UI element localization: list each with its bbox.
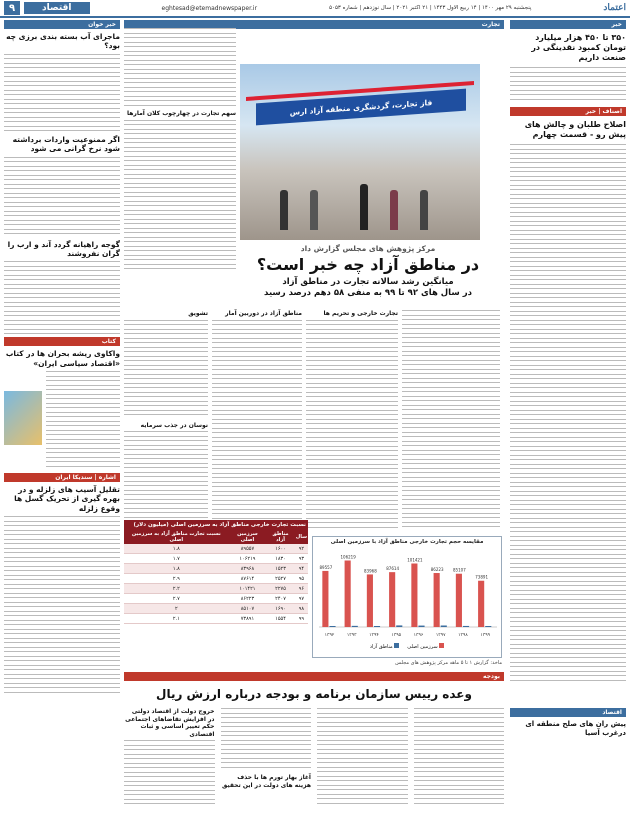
chart-bar: [463, 626, 469, 627]
section-head-4: نوسان در جذب سرمایه: [140, 421, 208, 429]
table-cell: ۸۵۱۰۷: [229, 604, 267, 614]
right-headline-1: ۳۵۰ تا ۴۵۰ هزار میلیارد تومان کمبود نقدینگی در صنعت داریم: [531, 33, 626, 62]
table-row: [124, 584, 308, 594]
right-headline-2: اصلاح طلبان و چالش های پیش رو - قسمت چهارم: [524, 120, 626, 139]
x-tick-label: ۱۳۹۴: [369, 633, 379, 638]
left-tag: خبر خوان: [4, 20, 120, 29]
main-photo: [240, 64, 480, 240]
table-cell: ۱۵۵۴: [266, 614, 295, 624]
legend-item-mainland: سرزمین اصلی: [407, 643, 444, 650]
chart-bar: [352, 626, 358, 627]
right-tag: خبر: [510, 20, 626, 29]
table-cell: ۹۶: [295, 584, 308, 594]
table-row: [124, 554, 308, 564]
left-headline-3: گوجه راهیانه گردد آند و ارب را گران نفروشند: [7, 239, 120, 258]
x-tick-label: ۱۳۹۳: [346, 633, 357, 638]
trade-table-box: [124, 520, 308, 624]
chart-source: ماخذ: گزارش ۱ تا ۵ ماهه مرکز پژوهش های مجلس: [395, 660, 502, 666]
bottom-title: وعده رییس سازمان برنامه و بودجه درباره ارزش ریال: [156, 687, 472, 701]
person-figure: [310, 190, 318, 230]
bottom-article: [124, 672, 504, 810]
table-cell: ۲۵۲۷: [266, 574, 295, 584]
person-figure: [420, 190, 428, 230]
table-cell: ۹۴: [295, 564, 308, 574]
table-cell: ۱.۸: [124, 544, 229, 554]
chart-bar: [441, 625, 447, 627]
chart-bar: [367, 574, 373, 627]
chart-bar: [456, 574, 462, 627]
chart-bar: [329, 626, 335, 627]
table-cell: ۱۰۱۴۲۱: [229, 584, 267, 594]
table-cell: ۱.۸: [124, 564, 229, 574]
section-label: اقتصاد: [24, 2, 90, 14]
dateline: پنجشنبه ۲۹ مهر ۱۴۰۰ | ۱۴ ربیع الاول ۱۴۴۳ | ۲۱ اکتبر ۲۰۲۱ | سال نوزدهم | شماره ۵۰۵۳: [329, 5, 532, 11]
table-cell: ۲۴۰۷: [266, 594, 295, 604]
table-cell: ۹۵: [295, 574, 308, 584]
chart-legend: [313, 643, 501, 650]
table-cell: ۸۷۶۱۴: [229, 574, 267, 584]
table-title: نسبت تجارت خارجی مناطق آزاد به سرزمین اصلی (میلیون دلار): [124, 520, 308, 530]
table-header: سرزمین اصلی: [229, 530, 267, 544]
section-head-2: مناطق آزاد در دوربین آمار: [225, 310, 302, 317]
book-section: [4, 371, 120, 471]
main-body-col-1: [402, 310, 500, 530]
right-headline-3: پیش ران های صلح منطقه ای درغرب آسیا: [525, 720, 626, 737]
masthead-bar: [0, 0, 630, 18]
chart-svg: [313, 547, 501, 639]
table-row: [124, 604, 308, 614]
right-tag-3: اقتصاد: [510, 708, 626, 717]
bottom-subhead-b: خروج دولت از اقتصاد دولتی در افزایش تقاضاهای اجتماعی حکم تغییر اساسی و ثبات اقتصادی: [125, 708, 215, 738]
chart-bar: [389, 572, 395, 627]
table-cell: ۲.۱: [124, 614, 229, 624]
table-cell: ۹۷: [295, 594, 308, 604]
table-cell: ۲: [124, 604, 229, 614]
x-tick-label: ۱۳۹۲: [324, 633, 335, 638]
trade-table: [124, 530, 308, 624]
left-column: [4, 20, 120, 696]
table-cell: ۲.۹: [124, 574, 229, 584]
table-header: نسبت تجارت مناطق آزاد به سرزمین اصلی: [124, 530, 229, 544]
chart-bar: [478, 581, 484, 627]
side-subhead-1: سهم تجارت در چهارچوب کلان آمارها: [126, 110, 236, 117]
trade-chart: [312, 536, 502, 658]
table-cell: ۷۳۸۹۱: [229, 614, 267, 624]
table-cell: ۸۹۵۵۷: [229, 544, 267, 554]
right-tag-2: اصناف | خبر: [510, 107, 626, 116]
left-headline-1: ماجرای آب بسته بندی برزی چه بود؟: [6, 32, 120, 51]
table-cell: ۱.۷: [124, 554, 229, 564]
chart-bar: [411, 564, 417, 627]
photo-side-text: [124, 28, 236, 270]
table-cell: ۱۶۹۰: [266, 604, 295, 614]
bar-value-label: 89557: [319, 564, 333, 570]
table-row: [124, 564, 308, 574]
table-cell: ۸۶۲۲۳: [229, 594, 267, 604]
page-number: ۹: [4, 1, 20, 15]
right-text-1: [510, 67, 626, 103]
table-cell: ۲۲۷۵: [266, 584, 295, 594]
table-cell: ۲.۷: [124, 594, 229, 604]
page-number-group: [4, 1, 90, 15]
table-cell: ۹۳: [295, 554, 308, 564]
table-cell: ۱۶۰۰: [266, 544, 295, 554]
chart-bar: [374, 626, 380, 627]
table-cell: ۱۸۳۰: [266, 554, 295, 564]
main-title: در مناطق آزاد چه خبر است؟: [256, 255, 480, 275]
x-tick-label: ۱۳۹۷: [435, 633, 446, 638]
x-tick-label: ۱۳۹۸: [458, 633, 468, 638]
main-subtitle-2: در سال های ۹۲ تا ۹۹ به منفی ۵۸ دهم درصد رسید: [264, 288, 472, 298]
chart-bar: [418, 626, 424, 627]
chart-bar: [485, 626, 491, 627]
main-subtitle-1: میانگین رشد سالانه تجارت در مناطق آزاد: [282, 277, 454, 288]
bar-value-label: 86223: [430, 567, 444, 573]
table-cell: ۱۵۲۳: [266, 564, 295, 574]
photo-banner: فاز تجارت، گردشگری منطقه آزاد ارس: [256, 89, 466, 126]
table-cell: ۹۹: [295, 614, 308, 624]
person-figure: [360, 184, 368, 230]
bottom-tag: بودجه: [124, 672, 504, 681]
table-cell: ۸۳۹۶۸: [229, 564, 267, 574]
section-head-1: تجارت خارجی و تحریم ها: [323, 310, 398, 317]
table-row: [124, 594, 308, 604]
person-figure: [390, 190, 398, 230]
email-address[interactable]: eghtesad@etemadnewspaper.ir: [161, 4, 258, 12]
table-header: سال: [295, 530, 308, 544]
main-headline-block: [240, 244, 496, 299]
table-row: [124, 574, 308, 584]
table-cell: ۹۸: [295, 604, 308, 614]
main-body-col-3: [212, 310, 302, 530]
right-text-2: [510, 144, 626, 704]
chart-bar: [396, 625, 402, 627]
bar-value-label: 101421: [407, 557, 423, 563]
left-tag-2: کتاب: [4, 337, 120, 346]
x-tick-label: ۱۳۹۵: [391, 633, 402, 638]
chart-title: مقایسه حجم تجارت خارجی مناطق آزاد با سرزمین اصلی: [330, 539, 484, 545]
bar-value-label: 85107: [453, 567, 466, 573]
main-tag: تجارت: [124, 20, 504, 29]
table-cell: ۱۰۶۲۱۹: [229, 554, 267, 564]
bar-value-label: 106219: [340, 554, 356, 560]
bar-value-label: 83968: [364, 568, 377, 574]
right-column: [510, 20, 626, 741]
bottom-columns: [124, 708, 504, 810]
main-body-col-2: [306, 310, 398, 530]
left-headline-5: تقلیل آسیب های زلزله و در بهره گیری از تحریک گسل ها وقوع زلزله: [14, 485, 120, 513]
book-cover: [4, 391, 42, 445]
table-row: [124, 544, 308, 554]
x-tick-label: ۱۳۹۶: [413, 633, 424, 638]
left-headline-4: واکاوی ریشه بحران ها در کتاب «اقتصاد سیاسی ایران»: [5, 349, 120, 368]
table-cell: ۲.۲: [124, 584, 229, 594]
table-header: مناطق آزاد: [266, 530, 295, 544]
chart-bar: [434, 573, 440, 627]
newspaper-logo: اعتماد: [603, 3, 626, 13]
x-tick-label: ۱۳۹۹: [480, 633, 491, 638]
table-cell: ۹۲: [295, 544, 308, 554]
chart-bar: [322, 571, 328, 627]
legend-item-freezones: مناطق آزاد: [370, 643, 399, 650]
main-kicker: مرکز پژوهش های مجلس گزارش داد: [300, 244, 436, 253]
bottom-subhead-a: آغاز بهار تورم ها با حذف هزینه های دولت در این تحقیق: [222, 774, 311, 789]
chart-bar: [345, 560, 351, 627]
left-tag-3: اشاره | سندیکا ایران: [4, 473, 120, 482]
person-figure: [280, 190, 288, 230]
bar-value-label: 73891: [475, 574, 489, 580]
section-head-3: تشویق: [188, 310, 208, 317]
bar-value-label: 87614: [386, 566, 400, 572]
main-body-col-4: [124, 310, 208, 531]
left-headline-2: اگر ممنوعیت واردات برداشته شود نرخ گرانی می شود: [12, 134, 120, 154]
table-row: [124, 614, 308, 624]
